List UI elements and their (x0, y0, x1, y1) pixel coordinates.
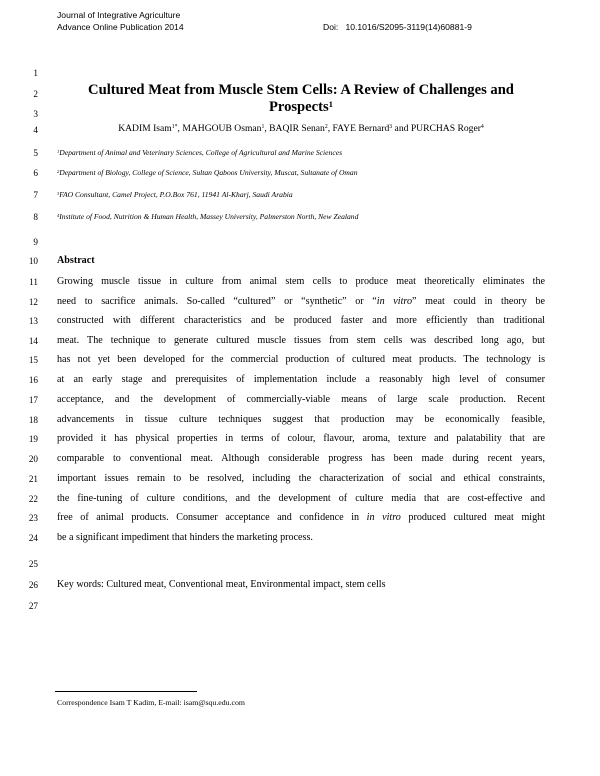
publication-note: Advance Online Publication 2014 (57, 22, 184, 32)
line-number: 4 (33, 125, 38, 135)
abstract-line: important issues remain to be resolved, including the characterization of social and ethical constraints, (57, 473, 545, 484)
abstract-line: need to sacrifice animals. So-called “cultured” or “synthetic” or “in vitro” meat could in theory be (57, 296, 545, 307)
keywords: Key words: Cultured meat, Conventional meat, Environmental impact, stem cells (57, 579, 386, 590)
line-number: 2 (33, 89, 38, 99)
abstract-line: provided it has physical properties in terms of colour, flavour, aroma, texture and palatability that are (57, 433, 545, 444)
line-number: 24 (28, 533, 38, 543)
line-number: 27 (28, 601, 38, 611)
abstract-line: comparable to conventional meat. Although considerable progress has been made during recent years, (57, 453, 545, 464)
author-name: BAQIR Senan$^2$ (269, 123, 328, 134)
author-name: FAYE Bernard$^3$ (332, 123, 393, 134)
abstract-line: free of animal products. Consumer acceptance and confidence in in vitro produced cultured meat might (57, 512, 545, 523)
line-number: 14 (28, 336, 38, 346)
abstract-line: at an early stage and prerequisites of implementation include a reasonably high level of consumer (57, 374, 545, 385)
title-line-1: Cultured Meat from Muscle Stem Cells: A Review of Challenges and (88, 82, 514, 98)
line-number: 10 (28, 256, 38, 266)
line-number: 9 (33, 237, 38, 247)
line-number: 19 (28, 434, 38, 444)
journal-name: Journal of Integrative Agriculture (57, 10, 181, 20)
line-number: 7 (33, 190, 38, 200)
abstract-line: constructed with different characteristics and be produced faster and more efficiently than traditional (57, 315, 545, 326)
line-number: 23 (28, 513, 38, 523)
doi: Doi: 10.1016/S2095-3119(14)60881-9 (323, 22, 472, 32)
abstract-heading: Abstract (57, 255, 95, 266)
paper-title (57, 82, 545, 116)
abstract-line: Growing muscle tissue in culture from animal stem cells to produce meat theoretically eliminates the (57, 276, 545, 287)
line-number: 25 (28, 559, 38, 569)
line-number: 1 (33, 68, 38, 78)
line-number: 15 (28, 355, 38, 365)
abstract-line: meat. The technique to generate cultured muscle tissues from stem cells was described long ago, but (57, 335, 545, 346)
affiliation: $^1$Department of Animal and Veterinary Sciences, College of Agricultural and Marine Sciences (57, 148, 343, 157)
abstract-line: has not yet been developed for the commercial production of cultured meat products. The technology is (57, 354, 545, 365)
line-number: 3 (33, 109, 38, 119)
abstract-line: be a significant impediment that hinders the marketing process. (57, 532, 313, 543)
line-number: 22 (28, 494, 38, 504)
line-number: 20 (28, 454, 38, 464)
line-number: 16 (28, 375, 38, 385)
abstract-line: acceptance, and the development of commercially-viable means of large scale production. Recent (57, 394, 545, 405)
affiliation: $^4$Institute of Food, Nutrition & Human Health, Massey University, Palmerston North, New Zealand (57, 212, 359, 221)
line-number: 12 (28, 297, 38, 307)
line-number: 11 (29, 277, 38, 287)
line-number: 5 (33, 148, 38, 158)
author-name: PURCHAS Roger$^4$ (410, 123, 484, 134)
author-list: KADIM Isam$^{1*}$, MAHGOUB Osman$^1$, BAQIR Senan$^2$, FAYE Bernard$^3$ and PURCHAS Roger$^4$ (118, 123, 484, 134)
correspondence-note: Correspondence Isam T Kadim, E-mail: isam@squ.edu.com (57, 698, 245, 707)
author-name: MAHGOUB Osman$^1$ (182, 123, 265, 134)
footnote-rule (55, 691, 197, 692)
title-line-2: Prospects$^1$ (268, 98, 334, 115)
affiliation: $^3$FAO Consultant, Camel Project, P.O.Box 761, 11941 Al-Kharj, Saudi Arabia (57, 190, 293, 199)
line-number: 18 (28, 415, 38, 425)
abstract-line: the fine-tuning of culture conditions, and the development of culture media that are cost-effective and (57, 493, 545, 504)
line-number: 26 (28, 580, 38, 590)
line-number: 8 (33, 212, 38, 222)
affiliation: $^2$Department of Biology, College of Science, Sultan Qaboos University, Muscat, Sultanate of Oman (57, 168, 358, 177)
author-name: KADIM Isam$^{1*}$ (118, 123, 178, 134)
line-number: 6 (33, 168, 38, 178)
line-number: 13 (28, 316, 38, 326)
line-number: 17 (28, 395, 38, 405)
line-number: 21 (28, 474, 38, 484)
abstract-line: advancements in tissue culture techniques suggest that production may be economically feasible, (57, 414, 545, 425)
journal-header (57, 9, 184, 33)
